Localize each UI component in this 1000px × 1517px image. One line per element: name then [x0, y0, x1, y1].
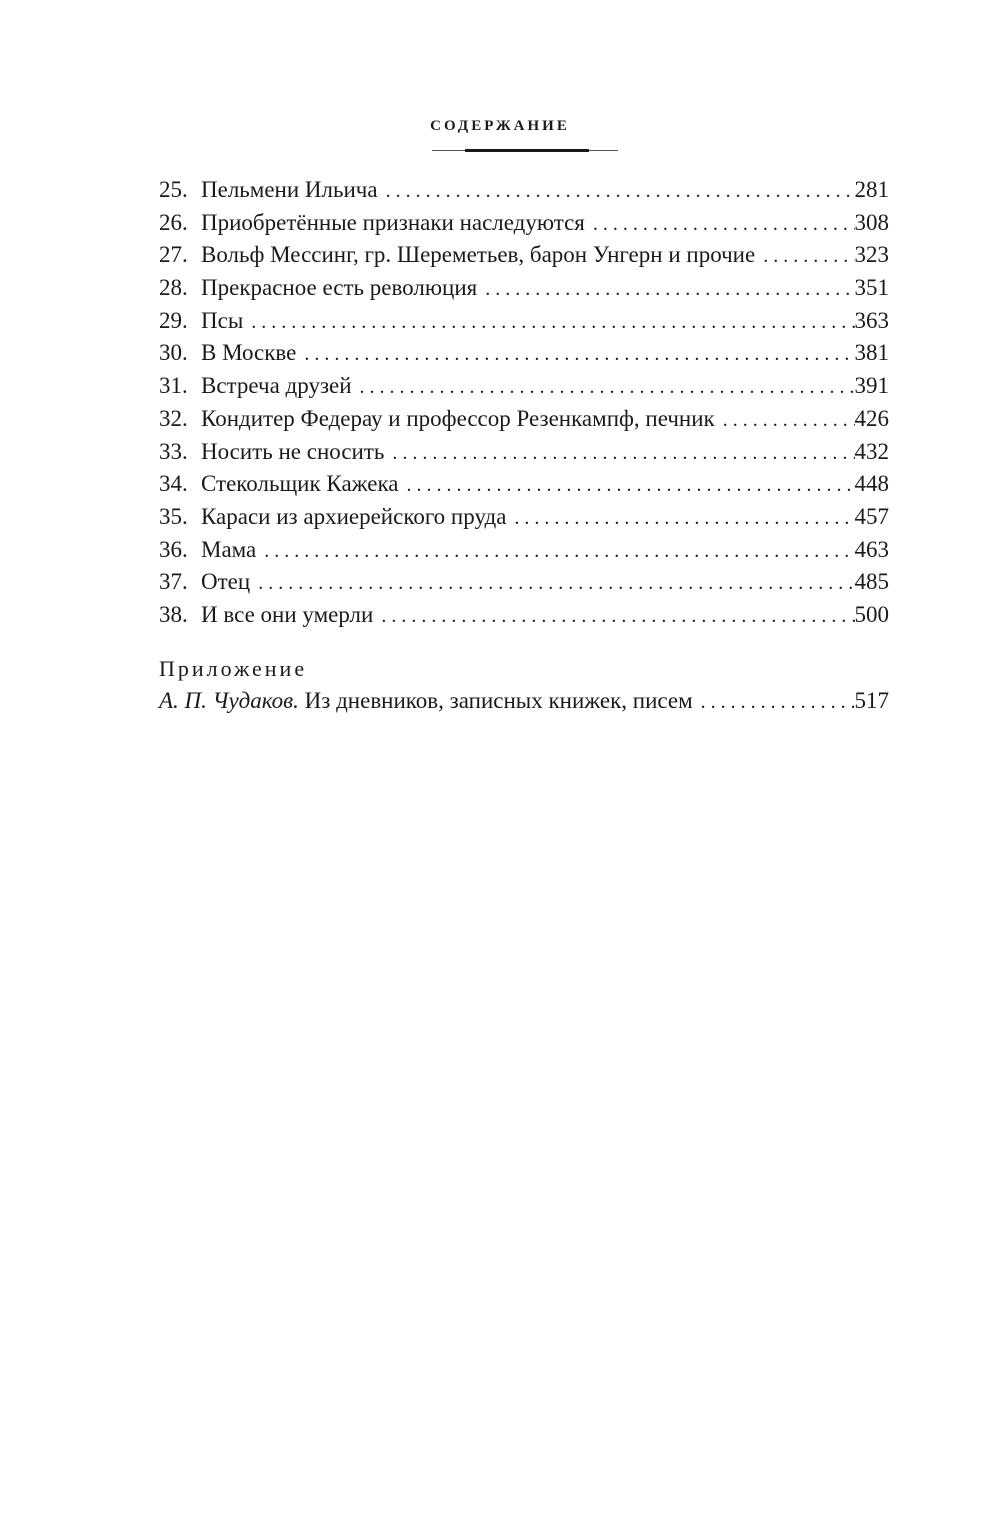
- toc-entry[interactable]: [159, 370, 889, 403]
- toc-entry-number: 38.: [159, 601, 188, 627]
- toc-entry-title: Караси из архиерейского пруда: [201, 503, 507, 529]
- toc-leader-dots: [360, 371, 855, 404]
- toc-entry-title: Псы: [201, 307, 244, 333]
- toc-leader-dots: [386, 175, 855, 208]
- toc-entry-title: Прекрасное есть революция: [201, 275, 478, 301]
- page-header: [0, 118, 1000, 135]
- appendix-author: А. П. Чудаков.: [159, 688, 299, 713]
- toc-leader-dots: [723, 404, 855, 437]
- toc-entry[interactable]: [159, 403, 889, 436]
- toc-entry-page: 500: [854, 601, 889, 627]
- toc-entry-page: 457: [854, 503, 889, 529]
- table-of-contents: [159, 174, 889, 632]
- toc-leader-dots: [392, 437, 854, 470]
- appendix-entry-page: 517: [854, 688, 889, 713]
- toc-entry-number: 36.: [159, 536, 188, 562]
- toc-entry-number: 30.: [159, 340, 188, 366]
- toc-entry[interactable]: [159, 272, 889, 305]
- toc-entry-page: 485: [854, 569, 889, 595]
- toc-entry-title: Стекольщик Кажека: [201, 471, 399, 497]
- toc-entry-title: В Москве: [201, 340, 297, 366]
- appendix-entry[interactable]: [159, 685, 889, 718]
- toc-entry-title: И все они умерли: [201, 601, 374, 627]
- toc-leader-dots: [514, 502, 854, 535]
- toc-entry[interactable]: [159, 501, 889, 534]
- toc-entry-title: Приобретённые признаки наследуются: [201, 209, 585, 235]
- toc-entry[interactable]: [159, 337, 889, 370]
- toc-entry-page: 351: [854, 275, 889, 301]
- toc-entry-title: Отец: [201, 569, 251, 595]
- toc-entry-number: 29.: [159, 307, 188, 333]
- appendix-section: [159, 655, 889, 718]
- toc-leader-dots: [701, 686, 855, 719]
- appendix-title-text: Из дневников, записных книжек, писем: [298, 688, 693, 713]
- toc-leader-dots: [264, 535, 854, 568]
- toc-leader-dots: [258, 567, 854, 600]
- toc-entry-page: 463: [854, 536, 889, 562]
- toc-entry-number: 28.: [159, 275, 188, 301]
- toc-entry[interactable]: [159, 174, 889, 207]
- toc-entry-title: Встреча друзей: [201, 373, 352, 399]
- toc-entry[interactable]: [159, 436, 889, 469]
- toc-entry-title: Кондитер Федерау и профессор Резенкампф, печник: [201, 405, 715, 431]
- appendix-entry-title: [159, 685, 701, 718]
- toc-entry-number: 37.: [159, 569, 188, 595]
- appendix-heading: Приложение: [159, 656, 308, 681]
- toc-leader-dots: [407, 469, 855, 502]
- toc-leader-dots: [304, 338, 854, 371]
- toc-entry-page: 381: [854, 340, 889, 366]
- toc-entry[interactable]: [159, 305, 889, 338]
- toc-entry-page: 432: [854, 438, 889, 464]
- toc-entry-number: 35.: [159, 503, 188, 529]
- toc-entry-title: Мама: [201, 536, 257, 562]
- toc-entry-number: 27.: [159, 242, 188, 268]
- toc-entry[interactable]: [159, 566, 889, 599]
- toc-entry-number: 32.: [159, 405, 188, 431]
- toc-entry-number: 31.: [159, 373, 188, 399]
- toc-entry-page: 281: [854, 177, 889, 202]
- toc-leader-dots: [763, 240, 854, 273]
- header-rule-accent: [465, 149, 589, 152]
- toc-entry[interactable]: [159, 468, 889, 501]
- toc-leader-dots: [593, 208, 855, 241]
- toc-leader-dots: [251, 306, 854, 339]
- toc-entry-page: 426: [854, 405, 889, 431]
- toc-leader-dots: [485, 273, 854, 306]
- toc-entry-title: Пельмени Ильича: [201, 177, 378, 202]
- toc-entry[interactable]: [159, 599, 889, 632]
- toc-entry-number: 33.: [159, 438, 188, 464]
- toc-entry-title: Носить не сносить: [201, 438, 385, 464]
- toc-entry-page: 308: [854, 209, 889, 235]
- toc-entry-page: 323: [854, 242, 889, 268]
- page-title: СОДЕРЖАНИЕ: [430, 118, 570, 134]
- toc-entry[interactable]: [159, 207, 889, 240]
- toc-entry-page: 363: [854, 307, 889, 333]
- toc-entry-title: Вольф Мессинг, гр. Шереметьев, барон Унгерн и прочие: [201, 242, 756, 268]
- toc-entry-page: 391: [854, 373, 889, 399]
- toc-entry-number: 26.: [159, 209, 188, 235]
- toc-entry[interactable]: [159, 239, 889, 272]
- toc-leader-dots: [381, 600, 854, 633]
- toc-entry-number: 34.: [159, 471, 188, 497]
- toc-entry[interactable]: [159, 534, 889, 567]
- toc-entry-number: 25.: [159, 177, 188, 202]
- toc-entry-page: 448: [854, 471, 889, 497]
